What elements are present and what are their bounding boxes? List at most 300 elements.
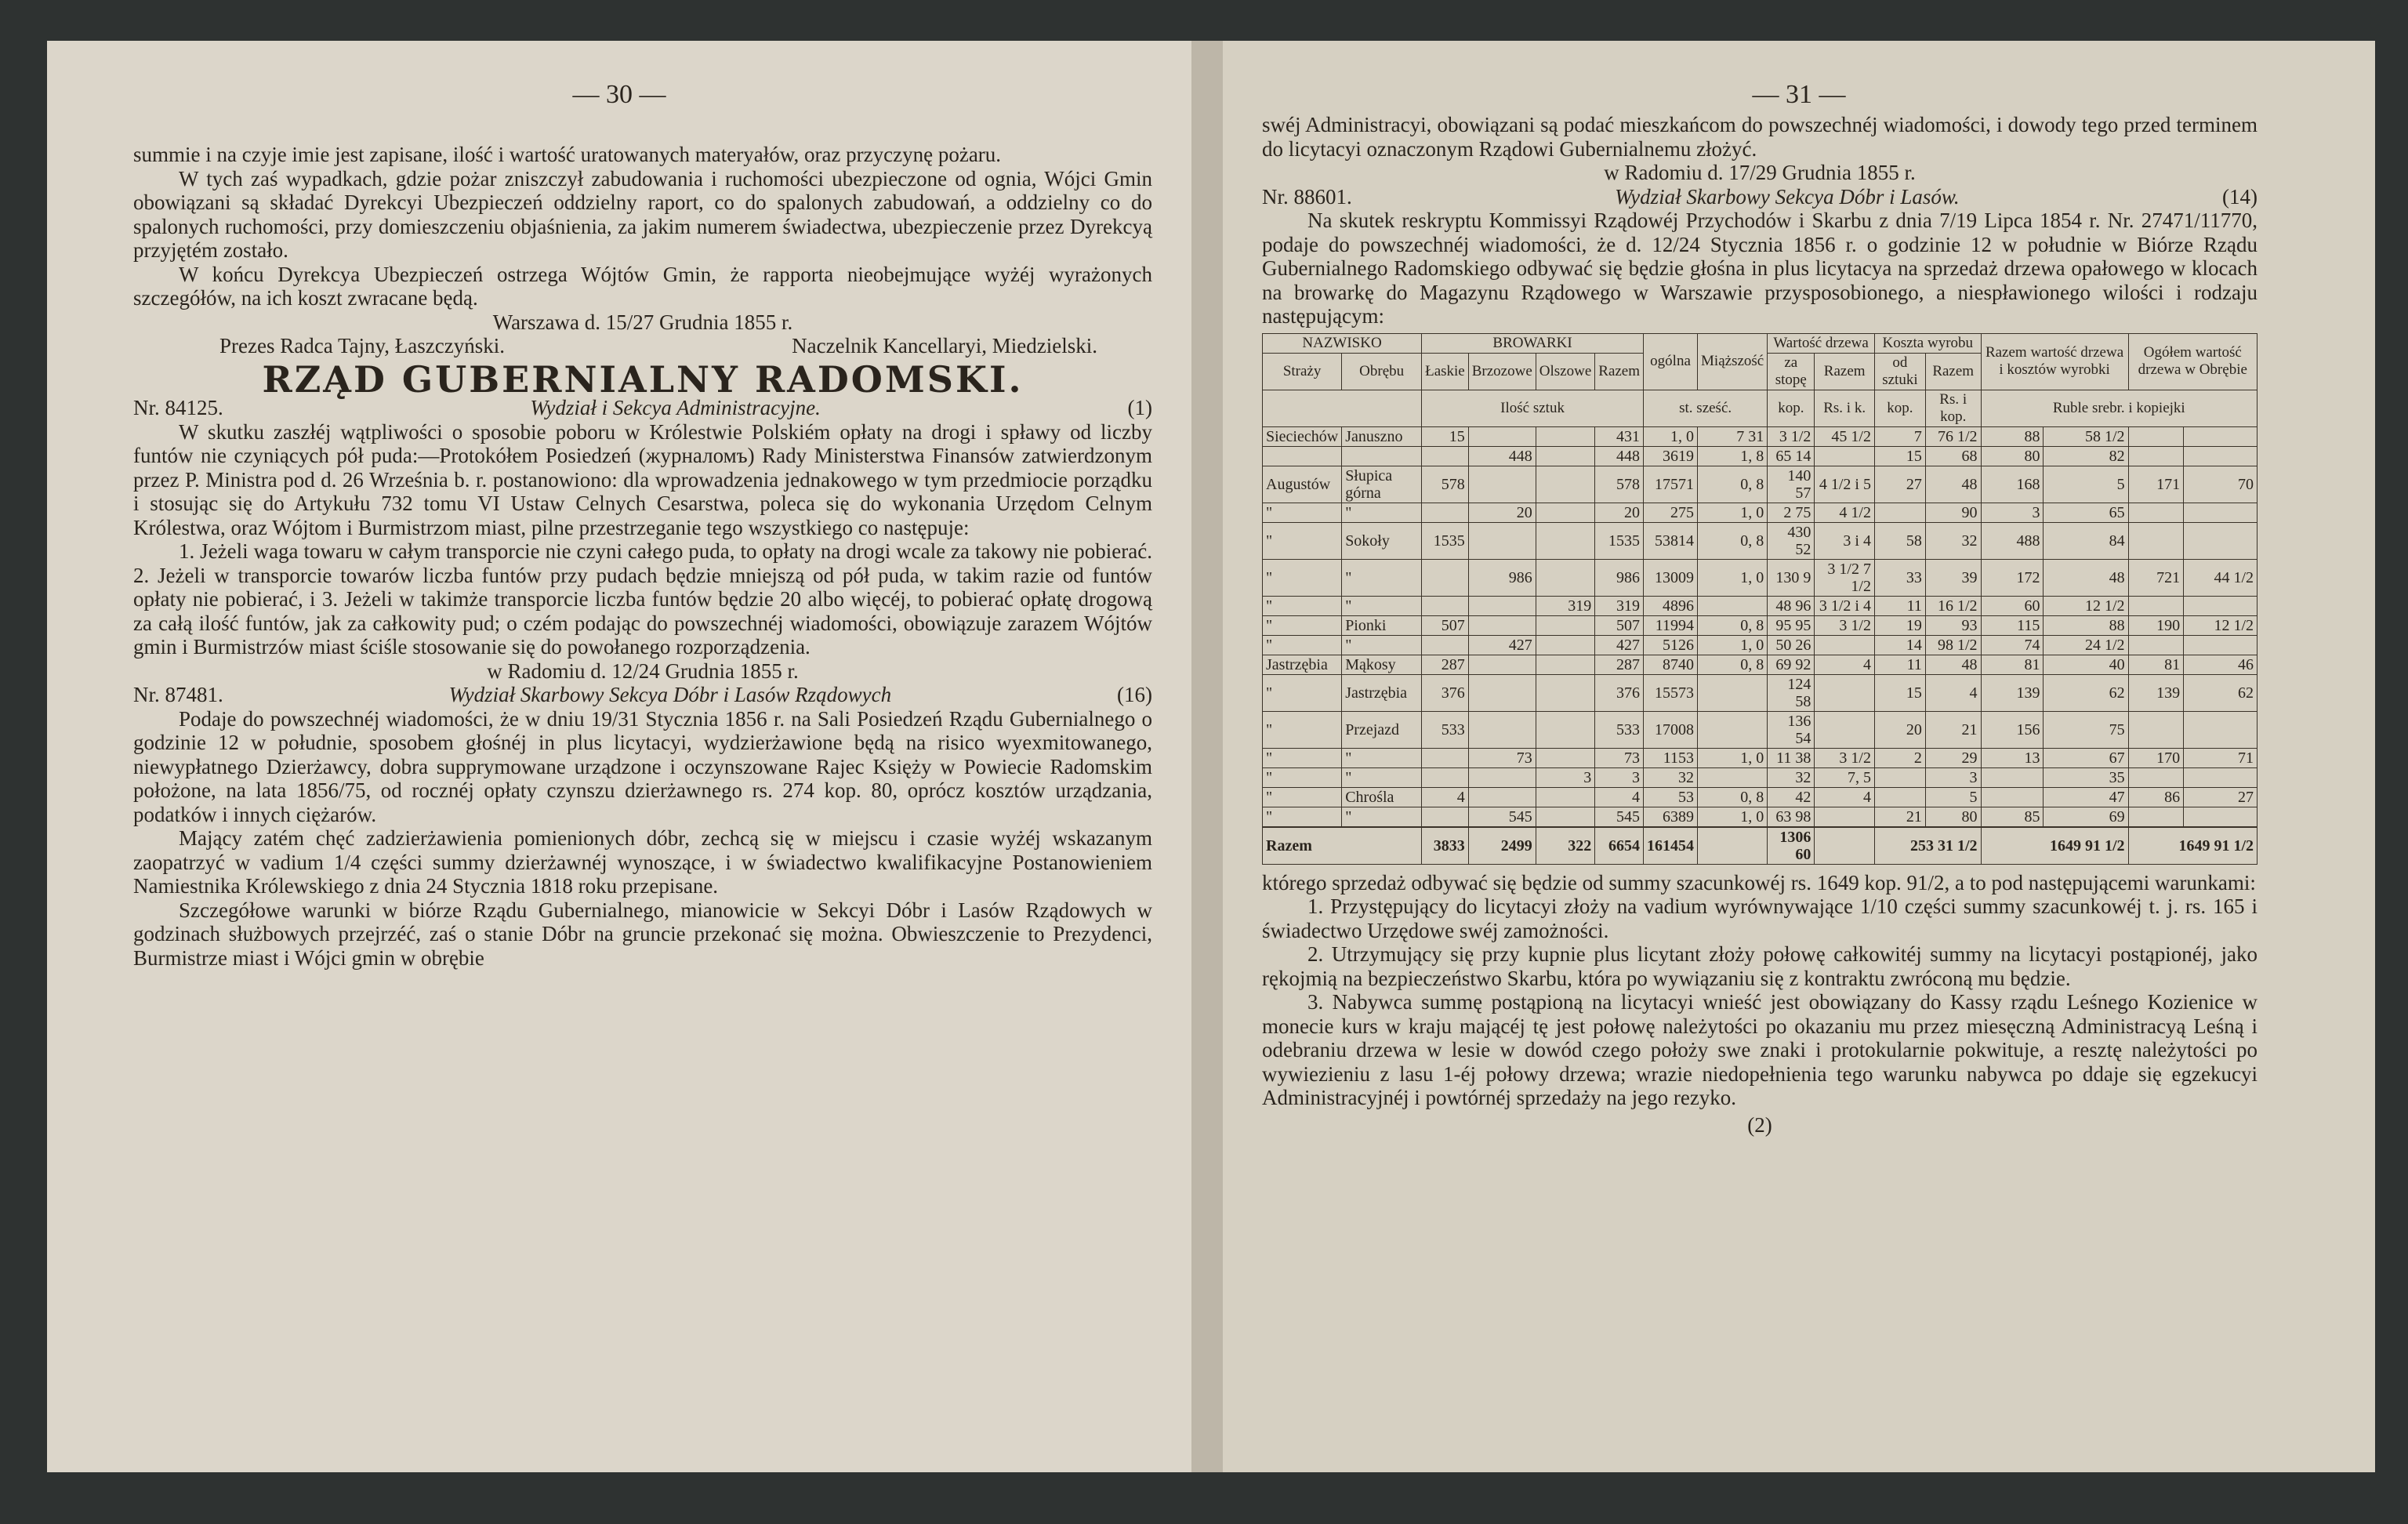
table-row — [1263, 596, 2258, 615]
total-cell — [1698, 827, 1768, 865]
table-cell: 3 — [1536, 767, 1594, 787]
table-cell: 63 98 — [1768, 807, 1815, 827]
col-za-stope: za stopę — [1768, 353, 1815, 390]
table-cell: 488 — [1981, 522, 2044, 559]
table-cell: 42 — [1768, 787, 1815, 807]
table-cell — [1536, 674, 1594, 711]
table-cell: 168 — [1981, 466, 2044, 503]
page-gutter — [1191, 41, 1223, 1472]
notice-order: (16) — [1117, 683, 1152, 706]
table-cell: 11 38 — [1768, 748, 1815, 767]
table-cell: 19 — [1874, 615, 1925, 635]
unit-rs: Rs. i k. — [1815, 390, 1875, 426]
page-number: — 30 — — [572, 80, 666, 109]
table-cell: 1, 0 — [1698, 748, 1768, 767]
paragraph: 1. Jeżeli waga towaru w całym transporcie nie czyni całego puda, to opłaty na drogi wcale za takowy nie pobierać. 2. Jeżeli w transporcie towarów liczba funtów przy pudach będzie mniejszą od pół puda, w takim razie od funtów opłaty nie pobierać, i 3. Jeżeli w takimże transporcie liczba funtów będzie 20 albo więcéj, to pobierać opłatę drogową za całą ilość funtów, jak za całkowity pud; o czém podając do powszechnéj wiadomości, obowiązuje zarazem Wójtów gmin i Burmistrzów miast ściśle stosowanie się do powołanego rozporządzenia. — [133, 539, 1152, 659]
table-cell: 124 58 — [1768, 674, 1815, 711]
notice-header — [1262, 185, 2258, 209]
table-cell: 27 — [2184, 787, 2258, 807]
table-cell: " — [1263, 787, 1342, 807]
table-cell: 2 75 — [1768, 503, 1815, 522]
table-cell: 115 — [1981, 615, 2044, 635]
total-cell — [1815, 827, 1875, 865]
table-cell: 15 — [1874, 446, 1925, 466]
place-date: w Radomiu d. 12/24 Grudnia 1855 r. — [487, 659, 799, 683]
table-row — [1263, 674, 2258, 711]
unit-cell — [1263, 390, 1422, 426]
table-cell — [1536, 748, 1594, 767]
table-cell — [1536, 426, 1594, 446]
unit-st: st. sześć. — [1644, 390, 1768, 426]
table-cell: 0, 8 — [1698, 522, 1768, 559]
table-cell — [2184, 711, 2258, 748]
table-cell: " — [1263, 559, 1342, 596]
table-cell — [1468, 767, 1536, 787]
notice-number: Nr. 88601. — [1262, 184, 1352, 209]
table-cell: 48 96 — [1768, 596, 1815, 615]
total-cell: 1649 91 1/2 — [1981, 827, 2128, 865]
table-cell: 12 1/2 — [2184, 615, 2258, 635]
table-cell — [1536, 615, 1594, 635]
table-cell — [2128, 446, 2184, 466]
table-cell — [2184, 522, 2258, 559]
paragraph: W skutku zaszłéj wątpliwości o sposobie poboru w Królestwie Polskiém opłaty na drogi i spławy od liczby funtów nie czyniących pół puda:—Protokółem Posiedzeń (журналомъ) Rady Ministerstwa Finansów zatwierdzonym przez P. Ministra pod d. 26 Września b. r. postanowiono: dla wprowadzenia jednakowego w tym przedmiocie porządku i stosując się do Artykułu 732 tomu VI Ustaw Celnych Cesarstwa, poleca się do wykonania Urzędom Celnym Królestwa, oraz Wójtom i Burmistrzom miast, pilne przestrzeganie tego wszystkiego co następuje: — [133, 419, 1152, 539]
unit-kop: kop. — [1874, 390, 1925, 426]
table-cell: 80 — [1981, 446, 2044, 466]
table-cell: 4 — [1422, 787, 1469, 807]
table-cell: 5126 — [1644, 635, 1698, 655]
table-cell: Jastrzębia — [1263, 655, 1342, 674]
table-cell — [1422, 807, 1469, 827]
table-cell — [2128, 807, 2184, 827]
table-cell: 427 — [1468, 635, 1536, 655]
table-cell: 3 1/2 — [1815, 615, 1875, 635]
table-row — [1263, 807, 2258, 827]
table-cell — [1468, 674, 1536, 711]
table-cell: 136 54 — [1768, 711, 1815, 748]
table-cell — [1342, 446, 1422, 466]
paragraph: Mający zatém chęć zadzierżawienia pomienionych dóbr, zechcą się w miejscu i czasie wyżéj wskazanym zaopatrzyć w vadium 1/4 części summy dzierżawnéj wynoszące, i w świadectwo kwalifikacyjne Postanowieniem Namiestnika Królewskiego z dnia 24 Stycznia 1818 roku przepisane. — [133, 826, 1152, 898]
table-row — [1263, 615, 2258, 635]
table-cell: 2 — [1874, 748, 1925, 767]
table-cell: 5 — [1925, 787, 1981, 807]
table-cell: 3619 — [1644, 446, 1698, 466]
table-cell: 21 — [1874, 807, 1925, 827]
table-cell — [1536, 559, 1594, 596]
page-number: — 31 — — [1752, 80, 1846, 109]
table-cell: 986 — [1595, 559, 1644, 596]
table-cell: " — [1263, 767, 1342, 787]
table-cell: Mąkosy — [1342, 655, 1422, 674]
table-cell: 48 — [1925, 466, 1981, 503]
paragraph: W końcu Dyrekcya Ubezpieczeń ostrzega Wójtów Gmin, że rapporta nieobejmujące wyżéj wyrażonych szczegółów, na ich koszt zwracane będą. — [133, 262, 1152, 310]
table-cell: 53814 — [1644, 522, 1698, 559]
table-row — [1263, 503, 2258, 522]
table-cell: 3 1/2 — [1815, 748, 1875, 767]
table-cell — [1874, 503, 1925, 522]
table-cell — [2128, 711, 2184, 748]
table-cell: " — [1263, 615, 1342, 635]
table-cell — [1698, 674, 1768, 711]
table-cell: 81 — [2128, 655, 2184, 674]
section-heading: RZĄD GUBERNIALNY RADOMSKI. — [262, 357, 1024, 401]
table-cell: 190 — [2128, 615, 2184, 635]
table-cell: 32 — [1768, 767, 1815, 787]
table-cell: 71 — [2184, 748, 2258, 767]
table-cell — [1536, 787, 1594, 807]
notice-number: Nr. 87481. — [133, 683, 223, 706]
table-cell: 1, 0 — [1644, 426, 1698, 446]
table-cell: 287 — [1422, 655, 1469, 674]
table-cell: 427 — [1595, 635, 1644, 655]
table-cell: 130 9 — [1768, 559, 1815, 596]
table-cell: " — [1342, 748, 1422, 767]
table-cell: 319 — [1595, 596, 1644, 615]
total-cell: 1306 60 — [1768, 827, 1815, 865]
table-cell: 75 — [2044, 711, 2128, 748]
table-cell: " — [1263, 748, 1342, 767]
paragraph: którego sprzedaż odbywać się będzie od summy szacunkowéj rs. 1649 kop. 91/2, a to pod następującemi warunkami: — [1262, 870, 2256, 894]
table-cell — [1815, 807, 1875, 827]
unit-kop: kop. — [1768, 390, 1815, 426]
table-cell: 275 — [1644, 503, 1698, 522]
notice-order: (1) — [1127, 396, 1152, 419]
table-cell: 4 — [1595, 787, 1644, 807]
table-cell — [1536, 711, 1594, 748]
table-cell — [1874, 787, 1925, 807]
table-cell: 20 — [1874, 711, 1925, 748]
place-date: w Radomiu d. 17/29 Grudnia 1855 r. — [1604, 161, 1916, 184]
table-cell: 11 — [1874, 596, 1925, 615]
col-razem: Razem — [1925, 353, 1981, 390]
table-cell: 4 1/2 i 5 — [1815, 466, 1875, 503]
table-cell: 32 — [1925, 522, 1981, 559]
paragraph: Podaje do powszechnéj wiadomości, że w dniu 19/31 Stycznia 1856 r. na Sali Posiedzeń Rządu Gubernialnego o godzinie 12 w południe, sposobem głośnéj in plus licytacyi, wydzierżawione będą na risico wyexmitowanego, niewypłatnego Dzierżawcy, dobra supprymowane urządzone i oczynszowane Rajec Księży w Powiecie Radomskim położone, na lata 1856/75, od rocznéj opłaty czynszu dzierżawnego rs. 274 kop. 80, oprócz kosztów urządzania, podatków i innych ciężarów. — [133, 706, 1152, 826]
table-cell: 376 — [1422, 674, 1469, 711]
condition-3: 3. Nabywca summę postąpioną na licytacyi wnieść jest obowiązany do Kassy rządu Leśnego Kozienice w monecie kurs w kraju mającéj tę jest połowę należytości po okazaniu mu przez miesęczną Administracyą Leśną i odebraniu drzewa w lesie w dowód czego położy swe znaki i protokularnie pokwituje, a resztę należytości po wywiezieniu z lasu 1-éj połowy drzewa; wrazie niedopełnienia tego warunku nabywca po ddaje się egzekucyi Administracyjnéj i powtórnéj sprzedaży na jego rezyko. — [1262, 990, 2258, 1109]
table-cell — [2184, 426, 2258, 446]
table-cell — [1815, 635, 1875, 655]
col-ogolna: ogólna — [1644, 333, 1698, 390]
department: Wydział Skarbowy Sekcya Dóbr i Lasów. — [1615, 184, 1960, 209]
table-cell: 139 — [1981, 674, 2044, 711]
table-cell: " — [1342, 635, 1422, 655]
table-cell: 3 — [1595, 767, 1644, 787]
total-cell: 6654 — [1595, 827, 1644, 865]
table-cell: 62 — [2184, 674, 2258, 711]
table-cell: 32 — [1644, 767, 1698, 787]
table-cell — [1536, 635, 1594, 655]
table-cell: 46 — [2184, 655, 2258, 674]
table-cell: " — [1263, 522, 1342, 559]
table-cell: 3 1/2 i 4 — [1815, 596, 1875, 615]
col-obreb: Obrębu — [1342, 353, 1422, 390]
notice-header — [133, 683, 1152, 707]
table-cell: 13 — [1981, 748, 2044, 767]
table-cell: Januszno — [1342, 426, 1422, 446]
table-cell: 67 — [2044, 748, 2128, 767]
total-cell: 322 — [1536, 827, 1594, 865]
table-cell: 6389 — [1644, 807, 1698, 827]
table-cell: 172 — [1981, 559, 2044, 596]
table-cell: 84 — [2044, 522, 2128, 559]
table-cell: " — [1342, 596, 1422, 615]
table-cell: 65 14 — [1768, 446, 1815, 466]
table-cell: 578 — [1422, 466, 1469, 503]
paragraph: W tych zaś wypadkach, gdzie pożar zniszczył zabudowania i ruchomości ubezpieczone od ognia, Wójci Gmin obowiązani są składać Dyrekcyi Ubezpieczeń oddzielny raport, co do spalonych zabudowań, a oddzielny co do spalonych ruchomości, przy domieszczeniu objaśnienia, za jakim numerem świadectwa, ubezpieczenie przez Dyrekcyą przyjętém zostało. — [133, 166, 1152, 262]
table-cell: Pionki — [1342, 615, 1422, 635]
total-cell: 3833 — [1422, 827, 1469, 865]
table-cell: 156 — [1981, 711, 2044, 748]
table-row — [1263, 466, 2258, 503]
table-cell: " — [1263, 503, 1342, 522]
table-cell: 48 — [2044, 559, 2128, 596]
table-cell — [1536, 655, 1594, 674]
table-cell — [2184, 446, 2258, 466]
table-cell: 17571 — [1644, 466, 1698, 503]
table-cell: 139 — [2128, 674, 2184, 711]
right-text-column — [1262, 113, 2258, 1137]
table-cell: 15 — [1422, 426, 1469, 446]
table-cell — [1468, 655, 1536, 674]
table-cell: 14 — [1874, 635, 1925, 655]
col-group-name: NAZWISKO — [1263, 333, 1422, 353]
table-cell: 545 — [1468, 807, 1536, 827]
table-cell — [2184, 807, 2258, 827]
table-cell — [1468, 596, 1536, 615]
table-cell — [1698, 767, 1768, 787]
place-date: Warszawa d. 15/27 Grudnia 1855 r. — [492, 310, 793, 334]
col-od-sztuki: od sztuki — [1874, 353, 1925, 390]
table-cell: 13009 — [1644, 559, 1698, 596]
table-cell — [2184, 503, 2258, 522]
col-group-koszta: Koszta wyrobu — [1874, 333, 1981, 353]
department: Wydział i Sekcya Administracyjne. — [530, 396, 821, 419]
table-cell: Augustów — [1263, 466, 1342, 503]
table-row — [1263, 787, 2258, 807]
table-cell: 5 — [2044, 466, 2128, 503]
table-cell: 50 26 — [1768, 635, 1815, 655]
newspaper-spread — [47, 41, 2375, 1472]
table-cell: 45 1/2 — [1815, 426, 1875, 446]
table-cell: 29 — [1925, 748, 1981, 767]
table-cell: 44 1/2 — [2184, 559, 2258, 596]
table-cell: 60 — [1981, 596, 2044, 615]
table-cell — [1536, 807, 1594, 827]
table-cell — [1981, 767, 2044, 787]
table-cell: 431 — [1595, 426, 1644, 446]
table-cell: 3 — [1925, 767, 1981, 787]
table-cell — [2184, 635, 2258, 655]
table-cell: 33 — [1874, 559, 1925, 596]
table-cell: 20 — [1468, 503, 1536, 522]
table-cell: 1, 0 — [1698, 559, 1768, 596]
table-cell: 27 — [1874, 466, 1925, 503]
unit-ruble: Ruble srebr. i kopiejki — [1981, 390, 2257, 426]
table-cell: 40 — [2044, 655, 2128, 674]
table-cell — [1468, 711, 1536, 748]
table-cell: 0, 8 — [1698, 655, 1768, 674]
table-cell: " — [1263, 635, 1342, 655]
table-cell: 4 — [1925, 674, 1981, 711]
timber-table — [1262, 333, 2258, 865]
table-cell: 1, 0 — [1698, 503, 1768, 522]
table-cell: 98 1/2 — [1925, 635, 1981, 655]
table-cell: " — [1342, 559, 1422, 596]
table-cell: Chrośla — [1342, 787, 1422, 807]
table-row — [1263, 748, 2258, 767]
left-text-column — [133, 143, 1152, 970]
table-cell — [1422, 596, 1469, 615]
table-cell: 0, 8 — [1698, 787, 1768, 807]
table-cell: 3 i 4 — [1815, 522, 1875, 559]
table-cell: " — [1342, 767, 1422, 787]
col-group-browarki: BROWARKI — [1422, 333, 1644, 353]
col-razem-wartosc: Razem wartość drzewa i kosztów wyrobki — [1981, 333, 2128, 390]
table-cell: 73 — [1468, 748, 1536, 767]
table-cell: 4 1/2 — [1815, 503, 1875, 522]
table-cell: 24 1/2 — [2044, 635, 2128, 655]
right-page — [1223, 41, 2375, 1472]
paragraph: swéj Administracyi, obowiązani są podać mieszkańcom do powszechnéj wiadomości, i dowody tego przed terminem do licytacyi oznaczonym Rządowi Gubernialnemu złożyć. — [1262, 113, 2258, 161]
signature-line — [133, 334, 1152, 358]
condition-1: 1. Przystępujący do licytacyi złoży na vadium wyrównywające 1/10 części summy szacunkowéj t. j. rs. 165 i świadectwo Urzędowe swéj zamożności. — [1262, 894, 2258, 942]
table-cell: 85 — [1981, 807, 2044, 827]
table-cell: 53 — [1644, 787, 1698, 807]
table-cell: 578 — [1595, 466, 1644, 503]
table-cell: 39 — [1925, 559, 1981, 596]
table-cell — [1536, 446, 1594, 466]
table-cell — [1815, 674, 1875, 711]
table-cell: Sokoły — [1342, 522, 1422, 559]
unit-rs: Rs. i kop. — [1925, 390, 1981, 426]
col-olszowe: Olszowe — [1536, 353, 1594, 390]
table-cell: 93 — [1925, 615, 1981, 635]
table-cell: 1153 — [1644, 748, 1698, 767]
table-cell: 986 — [1468, 559, 1536, 596]
table-cell: Sieciechów — [1263, 426, 1342, 446]
table-cell: 12 1/2 — [2044, 596, 2128, 615]
table-cell: 0, 8 — [1698, 466, 1768, 503]
table-cell: 58 1/2 — [2044, 426, 2128, 446]
table-cell: 17008 — [1644, 711, 1698, 748]
signature-right: Naczelnik Kancellaryi, Miedzielski. — [792, 334, 1097, 357]
col-group-wartosc: Wartość drzewa — [1768, 333, 1875, 353]
table-cell — [1468, 787, 1536, 807]
table-cell — [1468, 426, 1536, 446]
table-cell: Przejazd — [1342, 711, 1422, 748]
paragraph: Na skutek reskryptu Kommissyi Rządowéj Przychodów i Skarbu z dnia 7/19 Lipca 1854 r. Nr. 27471/11770, podaje do powszechnéj wiadomości, że d. 12/24 Stycznia 1856 r. o godzinie 12 w południe w Biórze Rządu Gubernialnego Radomskiego odbywać się będzie głośna in plus licytacya na sprzedaż drzewa opałowego w klocach na browarkę do Magazynu Rządowego w Warszawie przysposobionego, a niespławionego wilości i rodzaju następującym: — [1262, 209, 2258, 328]
table-cell — [2128, 635, 2184, 655]
table-row — [1263, 711, 2258, 748]
table-cell — [1698, 596, 1768, 615]
table-cell: 3 — [1981, 503, 2044, 522]
table-cell: " — [1263, 596, 1342, 615]
table-cell: 4 — [1815, 787, 1875, 807]
notice-number: Nr. 84125. — [133, 396, 223, 419]
table-cell — [2128, 596, 2184, 615]
table-row — [1263, 559, 2258, 596]
table-cell — [1263, 446, 1342, 466]
table-cell: 1, 8 — [1698, 446, 1768, 466]
table-cell: 15 — [1874, 674, 1925, 711]
table-cell — [1536, 522, 1594, 559]
table-cell: 74 — [1981, 635, 2044, 655]
table-cell — [1815, 711, 1875, 748]
table-cell: 81 — [1981, 655, 2044, 674]
table-cell — [1422, 559, 1469, 596]
table-cell: 69 — [2044, 807, 2128, 827]
table-cell: 11994 — [1644, 615, 1698, 635]
table-cell — [1468, 522, 1536, 559]
left-page — [47, 41, 1191, 1472]
table-cell — [2128, 426, 2184, 446]
signature-left: Prezes Radca Tajny, Łaszczyński. — [219, 334, 505, 357]
table-row — [1263, 522, 2258, 559]
table-cell — [2128, 503, 2184, 522]
table-cell: " — [1342, 807, 1422, 827]
table-row — [1263, 635, 2258, 655]
table-cell: 376 — [1595, 674, 1644, 711]
table-cell: 287 — [1595, 655, 1644, 674]
table-cell: Słupica górna — [1342, 466, 1422, 503]
table-cell — [1536, 466, 1594, 503]
table-cell — [1422, 503, 1469, 522]
table-cell: 88 — [1981, 426, 2044, 446]
col-straz: Straży — [1263, 353, 1342, 390]
table-cell: 21 — [1925, 711, 1981, 748]
table-cell: 47 — [2044, 787, 2128, 807]
table-cell: 4896 — [1644, 596, 1698, 615]
col-razem: Razem — [1595, 353, 1644, 390]
table-cell: 1, 0 — [1698, 635, 1768, 655]
table-cell: 8740 — [1644, 655, 1698, 674]
table-cell — [1874, 767, 1925, 787]
table-cell: 48 — [1925, 655, 1981, 674]
timber-table-wrap — [1262, 333, 2258, 865]
table-cell: 62 — [2044, 674, 2128, 711]
table-cell: 3 1/2 7 1/2 — [1815, 559, 1875, 596]
total-cell: 161454 — [1644, 827, 1698, 865]
table-cell — [2128, 767, 2184, 787]
table-cell: Jastrzębia — [1342, 674, 1422, 711]
table-cell: 35 — [2044, 767, 2128, 787]
condition-2: 2. Utrzymujący się przy kupnie plus licytant złoży połowę całkowitéj summy na licytacyi postąpionéj, jako rękojmią na bezpieczeństwo Skarbu, która po wywiązaniu się z kontraktu zwróconą mu będzie. — [1262, 942, 2258, 990]
table-cell — [1422, 748, 1469, 767]
table-cell: 7 31 — [1698, 426, 1768, 446]
table-cell: 69 92 — [1768, 655, 1815, 674]
table-cell: " — [1263, 807, 1342, 827]
table-cell — [2184, 767, 2258, 787]
table-cell — [1422, 635, 1469, 655]
table-cell — [1536, 503, 1594, 522]
total-label: Razem — [1263, 827, 1422, 865]
table-row — [1263, 767, 2258, 787]
table-cell: 20 — [1595, 503, 1644, 522]
col-razem: Razem — [1815, 353, 1875, 390]
table-cell: 1535 — [1422, 522, 1469, 559]
table-cell: 86 — [2128, 787, 2184, 807]
table-cell: 721 — [2128, 559, 2184, 596]
table-cell: 533 — [1595, 711, 1644, 748]
table-cell — [1468, 466, 1536, 503]
table-cell: 76 1/2 — [1925, 426, 1981, 446]
table-cell: 533 — [1422, 711, 1469, 748]
table-cell: 3 1/2 — [1768, 426, 1815, 446]
table-row — [1263, 426, 2258, 446]
col-brzozowe: Brzozowe — [1468, 353, 1536, 390]
table-cell: 7 — [1874, 426, 1925, 446]
